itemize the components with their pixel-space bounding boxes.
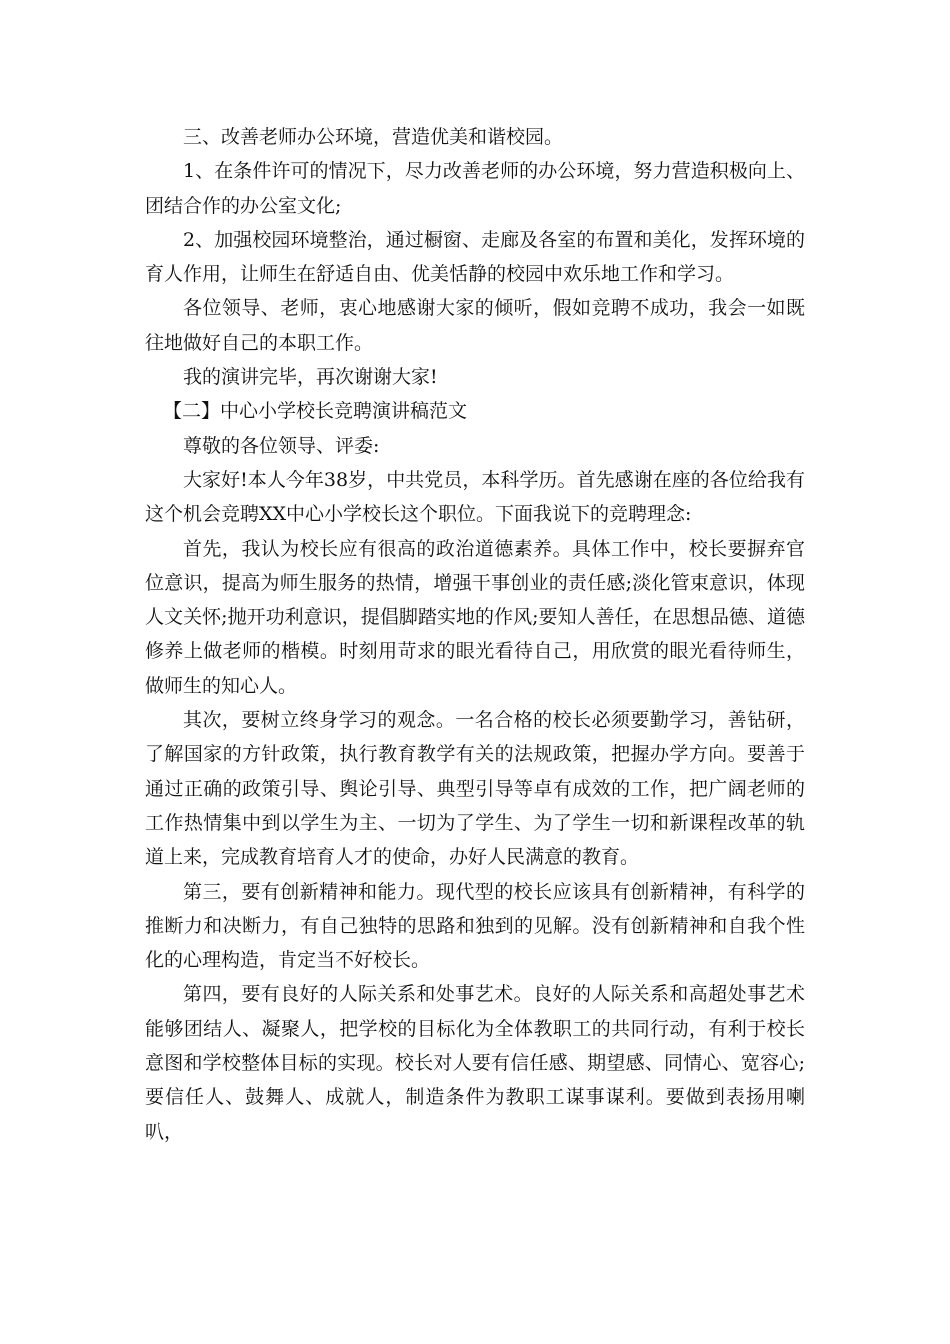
paragraph-thanks: 各位领导、老师，衷心地感谢大家的倾听，假如竞聘不成功，我会一如既往地做好自己的本职工作。: [145, 297, 805, 354]
paragraph-second-point: 其次，要树立终身学习的观念。一名合格的校长必须要勤学习，善钻研，了解国家的方针政策，执行教育教学有关的法规政策，把握办学方向。要善于通过正确的政策引导、舆论引导、典型引导等卓有成效的工作，把广阔老师的工作热情集中到以学生为主、一切为了学生、为了学生一切和新课程改革的轨道上来，完成教育培育人才的使命，办好人民满意的教育。: [145, 709, 805, 869]
paragraph-office-culture: 1、在条件许可的情况下，尽力改善老师的办公环境，努力营造积极向上、团结合作的办公室文化;: [145, 160, 805, 217]
paragraph-closing: 我的演讲完毕，再次谢谢大家!: [183, 366, 438, 389]
paragraph-fourth-point: 第四，要有良好的人际关系和处事艺术。良好的人际关系和高超处事艺术能够团结人、凝聚人，把学校的目标化为全体教职工的共同行动，有利于校长意图和学校整体目标的实现。校长对人要有信任感、期望感、同情心、宽容心;要信任人、鼓舞人、成就人，制造条件为教职工谋事谋利。要做到表扬用喇叭，: [145, 983, 805, 1143]
paragraph-introduction: 大家好!本人今年38岁，中共党员，本科学历。首先感谢在座的各位给我有这个机会竞聘XX中心小学校长这个职位。下面我说下的竞聘理念:: [145, 468, 805, 526]
paragraph-first-point: 首先，我认为校长应有很高的政治道德素养。具体工作中，校长要摒弃官位意识，提高为师生服务的热情，增强干事创业的责任感;淡化管束意识，体现人文关怀;抛开功利意识，提倡脚踏实地的作风;要知人善任，在思想品德、道德修养上做老师的楷模。时刻用苛求的眼光看待自己，用欣赏的眼光看待师生，做师生的知心人。: [145, 537, 805, 697]
section-two-title: 【二】中心小学校长竞聘演讲稿范文: [163, 400, 468, 423]
paragraph-greeting: 尊敬的各位领导、评委:: [183, 434, 380, 457]
paragraph-campus-environment: 2、加强校园环境整治，通过橱窗、走廊及各室的布置和美化，发挥环境的育人作用，让师生在舒适自由、优美恬静的校园中欢乐地工作和学习。: [145, 228, 805, 286]
section-three-heading: 三、改善老师办公环境，营造优美和谐校园。: [183, 126, 564, 148]
document-body: [145, 120, 805, 1149]
paragraph-third-point: 第三，要有创新精神和能力。现代型的校长应该具有创新精神，有科学的推断力和决断力，有自己独特的思路和独到的见解。没有创新精神和自我个性化的心理构造，肯定当不好校长。: [145, 880, 805, 972]
